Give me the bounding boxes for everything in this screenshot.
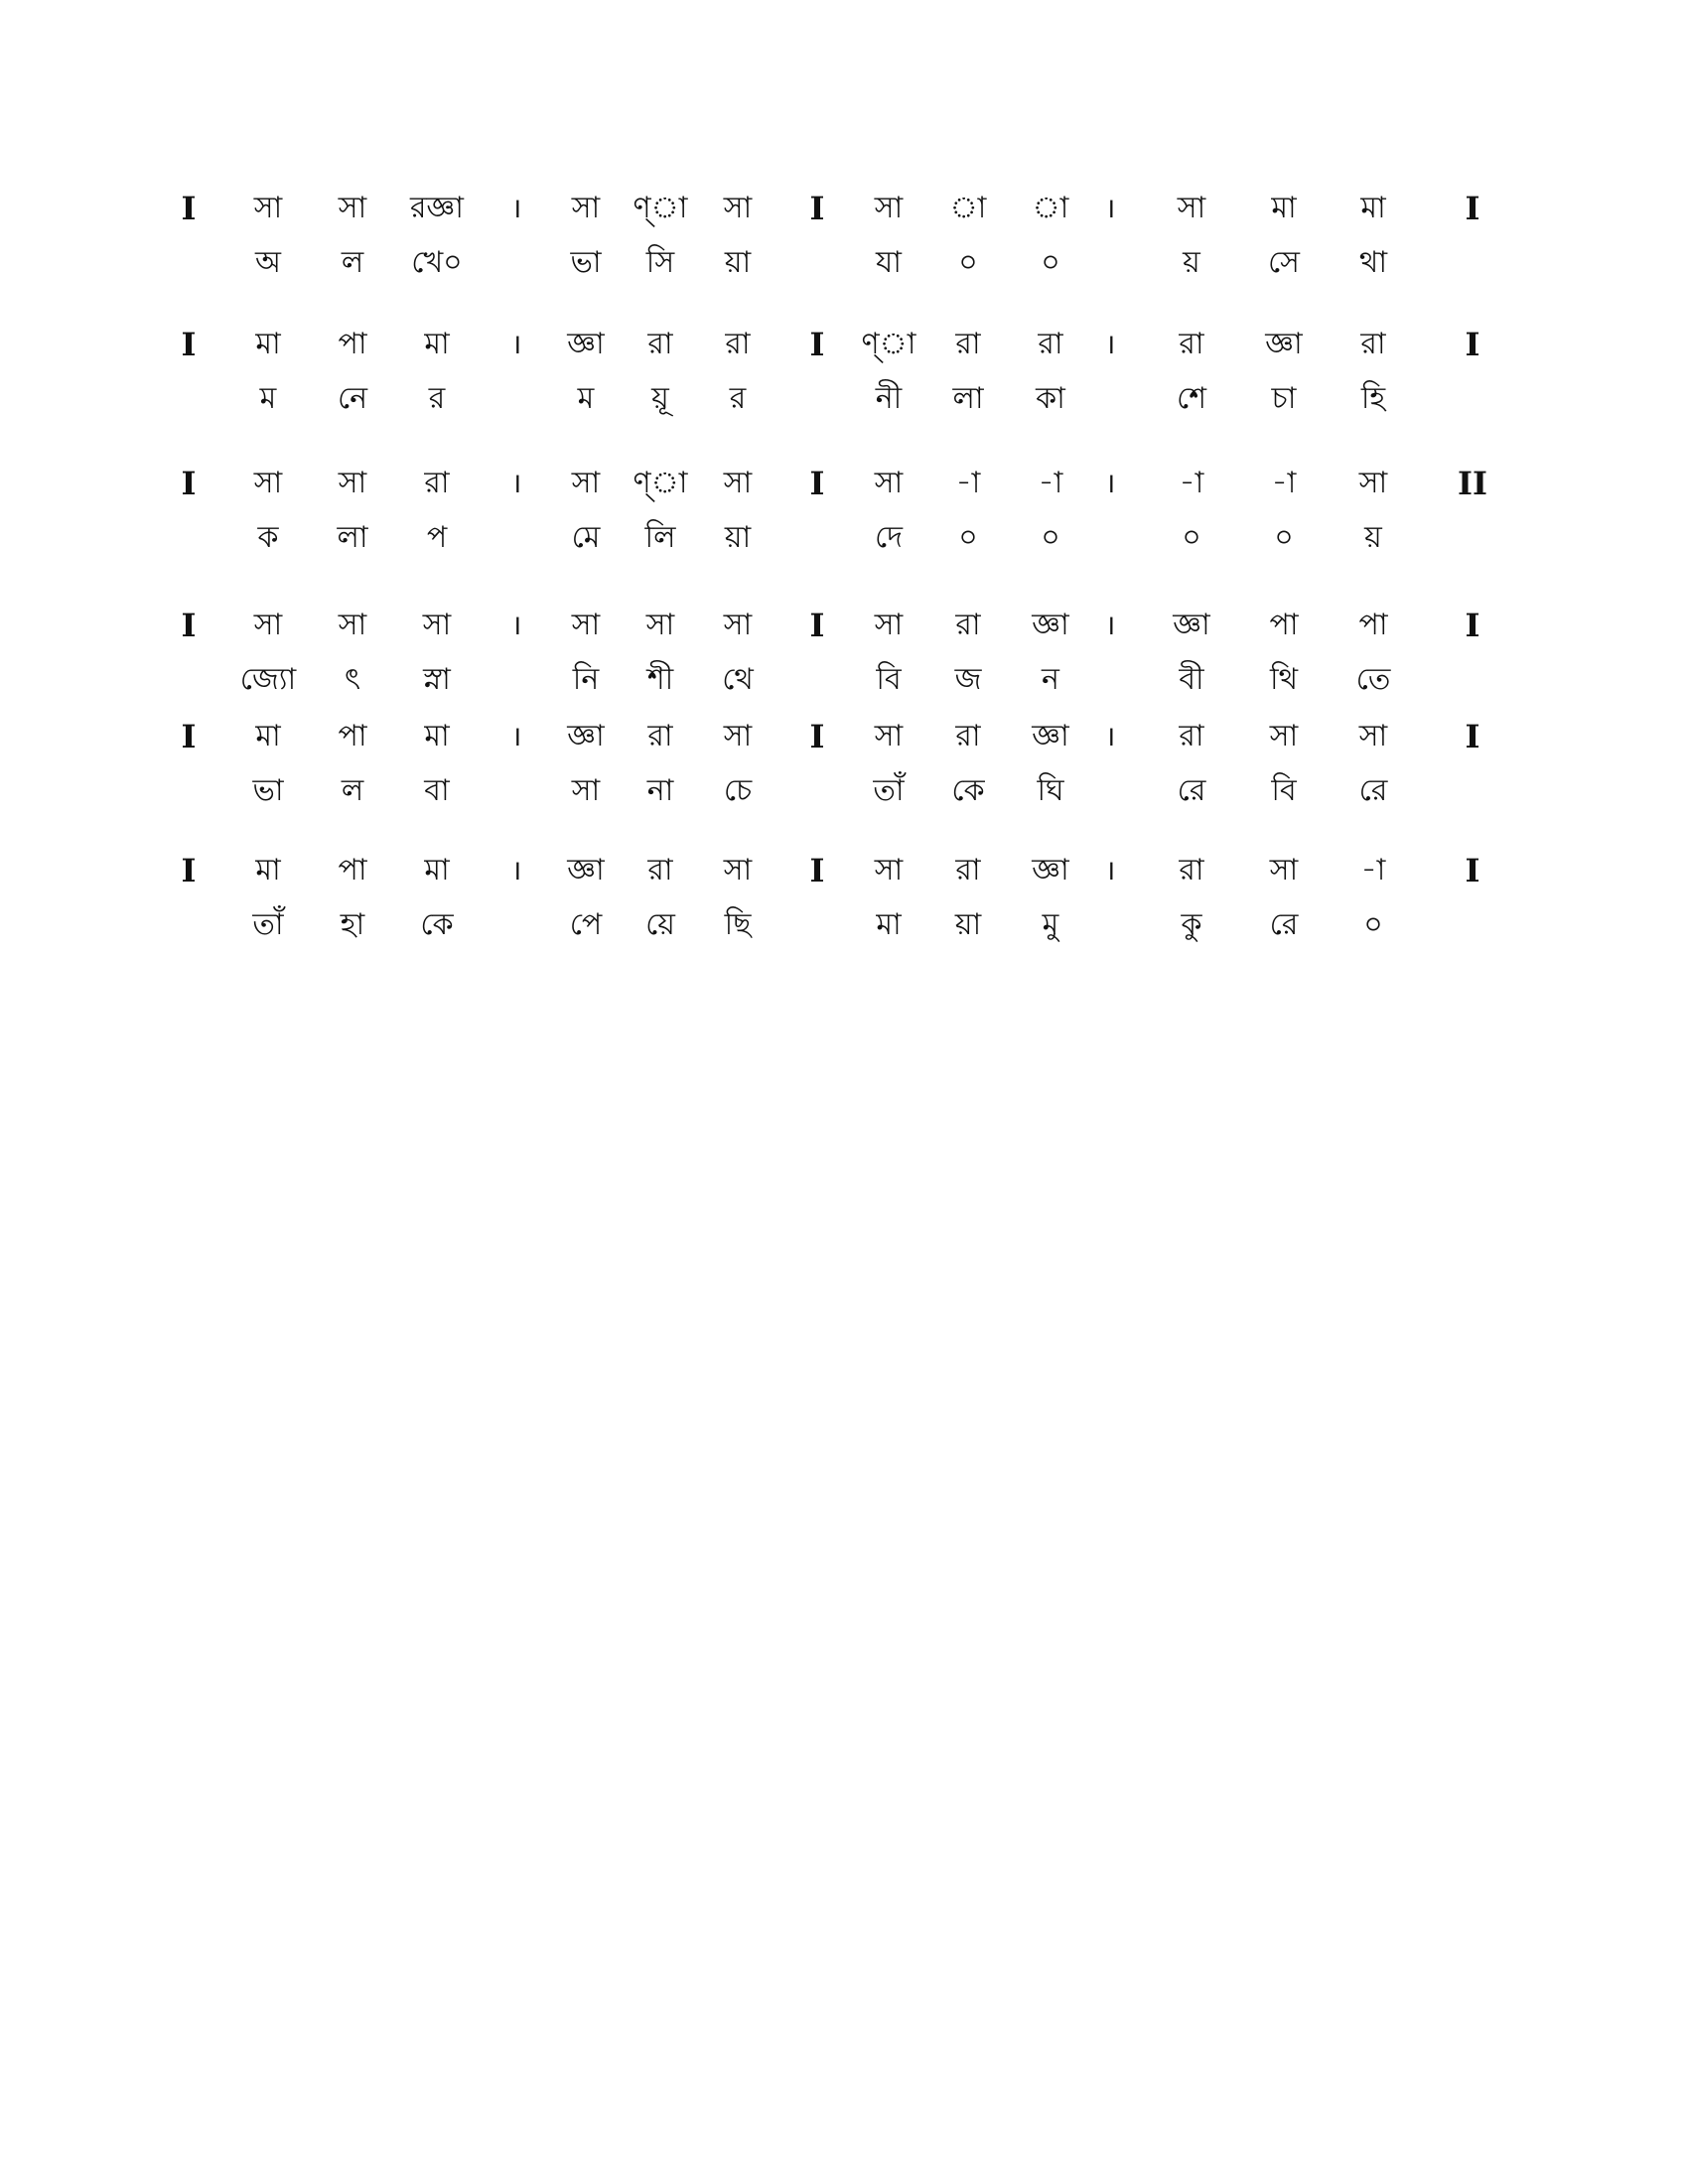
measure-bar: II — [1458, 465, 1487, 502]
swara-note: রজ্ঞা — [410, 191, 464, 225]
swara-note: সা — [874, 608, 904, 642]
lyric-syllable: রে — [1177, 773, 1206, 808]
lyric-syllable: ০ — [958, 520, 978, 555]
lyric-syllable: ০ — [1182, 520, 1201, 555]
lyric-syllable: বী — [1179, 662, 1204, 697]
measure-bar: I — [809, 190, 825, 227]
swara-note: -া — [1360, 853, 1386, 887]
swara-line — [0, 459, 1688, 508]
lyric-syllable: শী — [646, 662, 674, 697]
lyric-syllable: ন — [1042, 662, 1059, 697]
measure-bar: I — [809, 326, 825, 363]
lyric-syllable: থে — [722, 662, 754, 697]
swara-note: ণ্া — [861, 327, 916, 361]
lyric-syllable: য় — [1364, 520, 1382, 555]
lyric-syllable: নে — [337, 381, 368, 416]
swara-note: জ্ঞা — [1032, 719, 1069, 753]
lyric-syllable: ঘি — [1037, 773, 1064, 808]
lyric-syllable: য়া — [724, 245, 752, 280]
swara-note: রা — [725, 327, 751, 361]
beat-divider: । — [510, 467, 522, 499]
swara-note: মা — [1271, 191, 1297, 225]
lyric-line — [0, 766, 1688, 816]
lyric-syllable: যা — [876, 245, 902, 280]
swara-note: া — [1032, 191, 1069, 225]
lyric-syllable: থি — [1269, 662, 1298, 697]
lyric-syllable: কে — [420, 907, 454, 942]
swara-note: ণ্া — [633, 466, 688, 500]
lyric-syllable: না — [646, 773, 674, 808]
swara-note: রা — [1360, 327, 1386, 361]
swara-note: -া — [1179, 466, 1204, 500]
swara-note: পা — [338, 719, 367, 753]
lyric-line — [0, 900, 1688, 950]
swara-note: সা — [422, 608, 452, 642]
swara-line — [0, 601, 1688, 650]
lyric-syllable: ভা — [570, 245, 602, 280]
swara-note: সা — [338, 608, 367, 642]
beat-divider: । — [1104, 720, 1116, 752]
lyric-syllable: কা — [1036, 381, 1065, 416]
lyric-syllable: র — [428, 381, 446, 416]
notation-row — [0, 184, 1688, 303]
measure-bar: I — [181, 718, 197, 755]
swara-line — [0, 712, 1688, 761]
swara-note: রা — [647, 853, 673, 887]
lyric-line — [0, 374, 1688, 424]
swara-note: মা — [255, 853, 281, 887]
lyric-syllable: ০ — [1041, 245, 1060, 280]
swara-note: পা — [338, 327, 367, 361]
lyric-syllable: ম — [259, 381, 277, 416]
notation-row — [0, 712, 1688, 831]
swara-line — [0, 184, 1688, 233]
swara-note: সা — [723, 719, 753, 753]
beat-divider: । — [1104, 854, 1116, 887]
beat-divider: । — [1104, 328, 1116, 360]
lyric-syllable: বি — [876, 662, 902, 697]
swara-note: সা — [874, 719, 904, 753]
swara-note: রা — [647, 327, 673, 361]
swara-note: সা — [723, 466, 753, 500]
lyric-syllable: লা — [337, 520, 368, 555]
lyric-syllable: ০ — [1363, 907, 1383, 942]
measure-bar: I — [809, 718, 825, 755]
lyric-syllable: রে — [1269, 907, 1299, 942]
lyric-syllable: লি — [644, 520, 676, 555]
swara-note: জ্ঞা — [1032, 608, 1069, 642]
measure-bar: I — [181, 190, 197, 227]
measure-bar: I — [181, 852, 197, 889]
beat-divider: । — [1104, 467, 1116, 499]
lyric-syllable: হা — [340, 907, 365, 942]
swara-note: সা — [1177, 191, 1206, 225]
beat-divider: । — [510, 854, 522, 887]
swara-note: জ্ঞা — [567, 327, 605, 361]
lyric-syllable: স্না — [423, 662, 451, 697]
measure-bar: I — [181, 465, 197, 502]
lyric-syllable: য়ে — [645, 907, 675, 942]
measure-bar: I — [809, 607, 825, 644]
swara-note: রা — [1179, 853, 1204, 887]
swara-note: পা — [338, 853, 367, 887]
swaralipi-notation — [0, 0, 1688, 993]
swara-note: রা — [1038, 327, 1063, 361]
notation-row — [0, 320, 1688, 439]
swara-note: জ্ঞা — [1032, 853, 1069, 887]
lyric-syllable: র — [729, 381, 747, 416]
swara-note: রা — [955, 327, 981, 361]
swara-note: সা — [1269, 719, 1299, 753]
lyric-syllable: ০ — [1041, 520, 1060, 555]
swara-note: মা — [424, 327, 450, 361]
swara-line — [0, 846, 1688, 895]
swara-note: সা — [1358, 719, 1388, 753]
swara-note: সা — [1269, 853, 1299, 887]
lyric-syllable: ০ — [1274, 520, 1294, 555]
swara-note: রা — [1179, 719, 1204, 753]
lyric-syllable: প — [426, 520, 448, 555]
swara-note: রা — [955, 608, 981, 642]
swara-note: সা — [571, 466, 601, 500]
lyric-syllable: সি — [645, 245, 675, 280]
lyric-syllable: হি — [1360, 381, 1386, 416]
lyric-syllable: তে — [1355, 662, 1391, 697]
lyric-syllable: দে — [875, 520, 903, 555]
beat-divider: । — [510, 328, 522, 360]
lyric-syllable: তাঁ — [252, 907, 284, 942]
swara-note: ণ্া — [633, 191, 688, 225]
measure-bar: I — [1465, 852, 1480, 889]
swara-note: সা — [571, 191, 601, 225]
measure-bar: I — [181, 326, 197, 363]
measure-bar: I — [1465, 326, 1480, 363]
lyric-syllable: রে — [1358, 773, 1388, 808]
swara-note: রা — [955, 719, 981, 753]
swara-note: মা — [424, 853, 450, 887]
lyric-syllable: ম — [577, 381, 595, 416]
lyric-syllable: চে — [723, 773, 753, 808]
lyric-syllable: ৎ — [344, 662, 361, 697]
lyric-syllable: জ — [954, 662, 982, 697]
swara-note: সা — [874, 466, 904, 500]
notation-row — [0, 601, 1688, 720]
swara-note: পা — [1358, 608, 1388, 642]
lyric-syllable: লা — [952, 381, 984, 416]
measure-bar: I — [1465, 718, 1480, 755]
lyric-syllable: কে — [951, 773, 985, 808]
lyric-syllable: পে — [569, 907, 603, 942]
lyric-syllable: য়ূ — [651, 381, 669, 416]
swara-note: সা — [1358, 466, 1388, 500]
swara-note: সা — [253, 608, 283, 642]
lyric-syllable: মু — [1042, 907, 1059, 942]
beat-divider: । — [510, 720, 522, 752]
swara-note: সা — [723, 191, 753, 225]
lyric-syllable: য়া — [954, 907, 982, 942]
lyric-syllable: তাঁ — [873, 773, 905, 808]
notation-row — [0, 459, 1688, 578]
swara-note: সা — [874, 853, 904, 887]
lyric-syllable: থা — [1358, 245, 1388, 280]
swara-note: সা — [338, 191, 367, 225]
lyric-syllable: ছি — [724, 907, 752, 942]
swara-note: রা — [955, 853, 981, 887]
swara-note: মা — [424, 719, 450, 753]
swara-note: সা — [723, 853, 753, 887]
lyric-syllable: কু — [1181, 907, 1202, 942]
swara-note: পা — [1269, 608, 1299, 642]
swara-note: জ্ঞা — [1265, 327, 1303, 361]
swara-note: জ্ঞা — [567, 853, 605, 887]
swara-note: সা — [645, 608, 675, 642]
lyric-syllable: ক — [257, 520, 279, 555]
lyric-syllable: সে — [1268, 245, 1300, 280]
beat-divider: । — [510, 609, 522, 641]
swara-note: া — [949, 191, 987, 225]
swara-note: সা — [253, 466, 283, 500]
swara-note: জ্ঞা — [1173, 608, 1210, 642]
swara-note: সা — [253, 191, 283, 225]
beat-divider: । — [1104, 609, 1116, 641]
swara-note: মা — [255, 719, 281, 753]
swara-note: সা — [571, 608, 601, 642]
beat-divider: । — [1104, 192, 1116, 224]
lyric-syllable: শে — [1177, 381, 1206, 416]
lyric-syllable: বা — [424, 773, 450, 808]
notation-row — [0, 846, 1688, 965]
lyric-syllable: অ — [255, 245, 281, 280]
lyric-syllable: য়া — [724, 520, 752, 555]
swara-note: -া — [1038, 466, 1063, 500]
swara-note: সা — [338, 466, 367, 500]
measure-bar: I — [809, 465, 825, 502]
swara-note: রা — [647, 719, 673, 753]
lyric-syllable: ল — [341, 245, 364, 280]
lyric-syllable: ভা — [252, 773, 284, 808]
lyric-syllable: চা — [1271, 381, 1297, 416]
lyric-syllable: মে — [571, 520, 601, 555]
lyric-syllable: ল — [341, 773, 364, 808]
swara-note: রা — [424, 466, 450, 500]
swara-note: -া — [1271, 466, 1297, 500]
swara-note: জ্ঞা — [567, 719, 605, 753]
measure-bar: I — [809, 852, 825, 889]
swara-note: মা — [255, 327, 281, 361]
swara-note: মা — [1360, 191, 1386, 225]
lyric-syllable: ০ — [958, 245, 978, 280]
lyric-line — [0, 655, 1688, 705]
measure-bar: I — [1465, 607, 1480, 644]
swara-note: -া — [955, 466, 981, 500]
lyric-line — [0, 238, 1688, 288]
lyric-syllable: মা — [876, 907, 902, 942]
swara-note: সা — [723, 608, 753, 642]
measure-bar: I — [181, 607, 197, 644]
swara-note: সা — [874, 191, 904, 225]
beat-divider: । — [510, 192, 522, 224]
lyric-syllable: সা — [571, 773, 601, 808]
swara-note: রা — [1179, 327, 1204, 361]
lyric-syllable: খে০ — [411, 245, 463, 280]
lyric-syllable: জ্যো — [239, 662, 297, 697]
lyric-syllable: নী — [875, 381, 903, 416]
lyric-syllable: নি — [572, 662, 600, 697]
measure-bar: I — [1465, 190, 1480, 227]
swara-line — [0, 320, 1688, 369]
lyric-syllable: বি — [1271, 773, 1297, 808]
lyric-syllable: য় — [1183, 245, 1200, 280]
lyric-line — [0, 513, 1688, 563]
